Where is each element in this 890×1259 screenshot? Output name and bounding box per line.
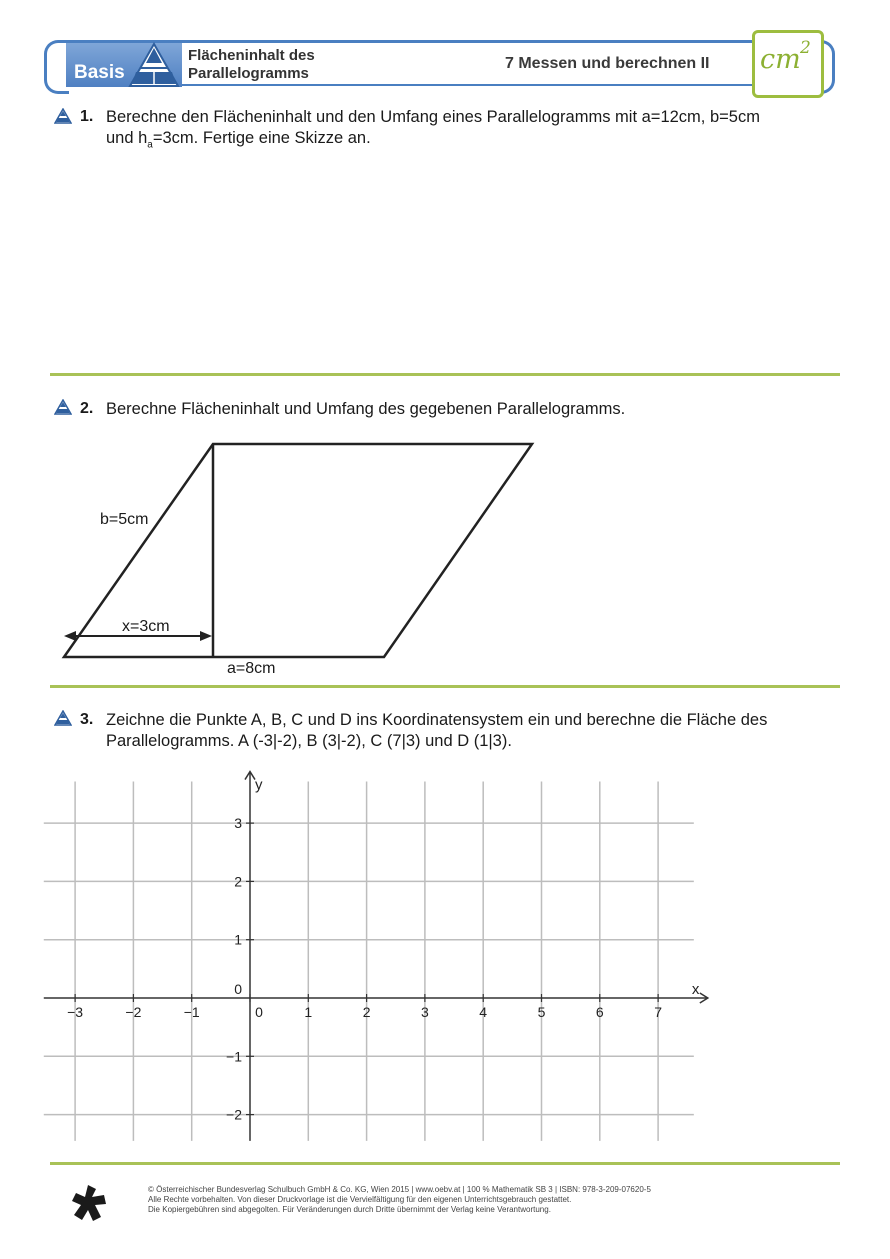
worksheet-title-line2: Parallelogramms [188,65,309,82]
x-tick-label: 1 [304,1004,313,1020]
basis-triangle-icon [54,710,72,726]
x-tick-label: −1 [183,1004,200,1020]
task-1-number: 1. [80,108,94,125]
axes [44,772,708,1141]
unit-logo-text: cm [760,44,801,75]
label-x: x=3cm [122,618,170,635]
arrow-right-icon [200,631,212,641]
footer-line2: Alle Rechte vorbehalten. Von dieser Druckvorlage ist die Vervielfältigung für den eigenen Unterrichtsgebrauch gestattet. [148,1195,572,1204]
y-axis-label: y [255,776,263,794]
x-tick-label: 4 [479,1004,488,1020]
y-tick-label: −1 [226,1048,242,1065]
task-3-number: 3. [80,711,94,728]
basis-triangle-icon [54,399,72,415]
label-b: b=5cm [100,511,149,528]
pyramid-logo-icon [126,42,182,88]
x-axis-label: x [691,981,700,998]
y-tick-label: 1 [234,931,242,948]
footer-copyright [148,1185,828,1215]
task-1-text [106,107,846,155]
unit-logo-superscript: 2 [800,38,811,58]
task-1-line1: Berechne den Flächeninhalt und den Umfang eines Parallelogramms mit a=12cm, b=5cm [106,108,760,126]
section-divider [50,685,840,688]
y-tick-label: 2 [234,873,242,890]
grid-lines [44,782,694,1141]
parallelogram-figure [0,430,600,690]
x-tick-label: 0 [255,1004,263,1020]
task-2-text: Berechne Flächeninhalt und Umfang des gegebenen Parallelogramms. [106,400,626,418]
tick-labels [67,777,700,1123]
header-rule-bottom [182,84,752,86]
x-tick-label: −3 [67,1004,84,1020]
x-tick-label: −2 [125,1004,142,1020]
coordinate-system [0,760,720,1150]
task-3-text [106,710,846,752]
footer-line1: © Österreichischer Bundesverlag Schulbuch GmbH & Co. KG, Wien 2015 | www.oebv.at | 100 % Mathematik SB 3 | ISBN: 978-3-209-07620-5 [148,1185,651,1194]
chapter-title: 7 Messen und berechnen II [505,55,710,72]
worksheet-title [188,47,315,83]
x-tick-label: 2 [362,1004,371,1020]
worksheet-title-line1: Flächeninhalt des [188,47,315,64]
task-1-line2: und $h_a=3cm$. Fertige eine Skizze an. [106,129,371,151]
basis-triangle-icon [54,108,72,124]
task-3-line2: Parallelogramms. A (-3|-2), B (3|-2), C (7|3) und D (1|3). [106,732,512,750]
arrow-left-icon [64,631,76,641]
task-2-number: 2. [80,400,94,417]
level-label: Basis [74,62,125,83]
task-3-line1: Zeichne die Punkte A, B, C und D ins Koordinatensystem ein und berechne die Fläche des [106,711,768,729]
footer-line3: Die Kopiergebühren sind abgegolten. Für Veränderungen durch Dritte übernimmt der Verlag keine Verantwortung. [148,1205,551,1214]
label-a: a=8cm [227,660,276,677]
x-tick-label: 3 [421,1004,429,1020]
y-tick-label: 0 [234,981,242,997]
x-tick-label: 6 [595,1004,604,1020]
publisher-logo-icon [70,1183,110,1223]
x-tick-label: 7 [654,1004,662,1020]
footer-divider [50,1162,840,1165]
y-tick-label: −2 [226,1106,242,1123]
x-tick-label: 5 [537,1004,546,1020]
section-divider [50,373,840,376]
y-tick-label: 3 [234,815,242,832]
